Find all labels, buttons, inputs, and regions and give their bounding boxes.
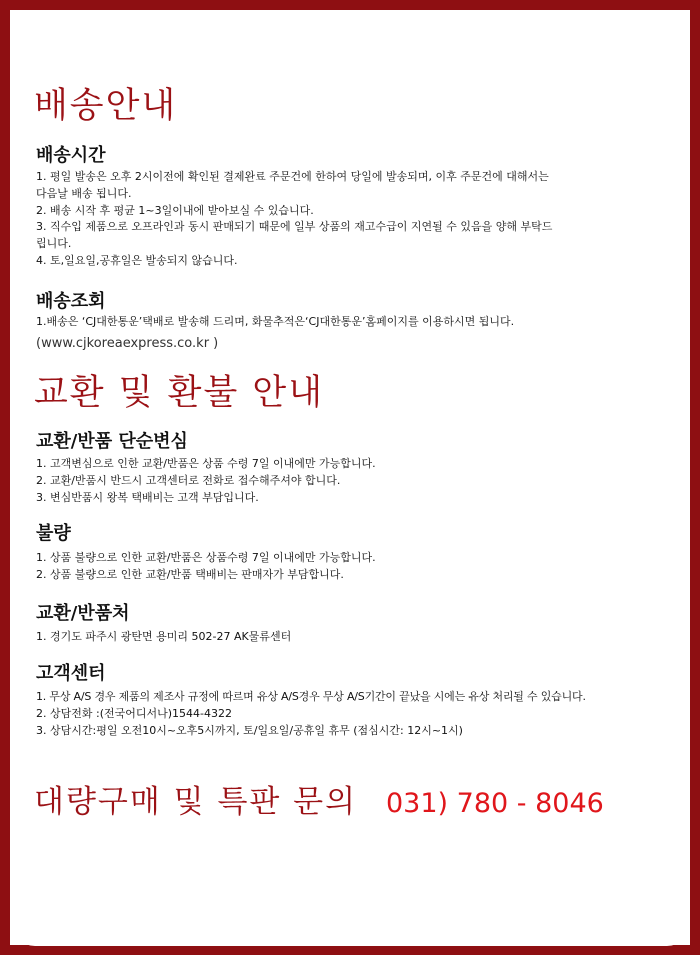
list-item: 2. 배송 시작 후 평균 1~3일이내에 받아보실 수 있습니다.	[36, 203, 314, 217]
defect-list	[36, 550, 668, 584]
bulk-inquiry-phone: 031) 780 - 8046	[386, 788, 604, 819]
return-address-list	[36, 629, 668, 646]
tracking-url: (www.cjkoreaexpress.co.kr )	[36, 336, 219, 351]
simple-change-heading: 교환/반품 단순변심	[36, 431, 188, 452]
list-item: 1. 상품 불량으로 인한 교환/반품은 상품수령 7일 이내에만 가능합니다.	[36, 551, 376, 564]
tracking-heading: 배송조회	[36, 291, 106, 312]
exchange-guide-title: 교환 및 환불 안내	[34, 373, 325, 413]
list-item: 4. 토,일요일,공휴일은 발송되지 않습니다.	[36, 253, 238, 267]
list-item: 1. 무상 A/S 경우 제품의 제조사 규정에 따르며 유상 A/S경우 무상 A/S기간이 끝났을 시에는 유상 처리될 수 있습니다.	[36, 690, 586, 703]
delivery-time-heading: 배송시간	[36, 145, 106, 166]
list-item: 1. 평일 발송은 오후 2시이전에 확인된 결제완료 주문건에 한하여 당일에 발송되며, 이후 주문건에 대해서는	[36, 170, 549, 183]
list-item: 다음날 배송 됩니다.	[36, 186, 132, 200]
list-item: 1. 경기도 파주시 광탄면 용미리 502-27 AK물류센터	[36, 630, 292, 643]
list-item: 립니다.	[36, 237, 72, 251]
list-item: 1.배송은 ‘CJ대한통운’택배로 발송해 드리며, 화물추적은‘CJ대한통운’홈페이지를 이용하시면 됩니다.	[36, 315, 515, 328]
customer-center-list	[36, 689, 668, 739]
customer-center-heading: 고객센터	[36, 663, 106, 684]
list-item: 1. 고객변심으로 인한 교환/반품은 상품 수령 7일 이내에만 가능합니다.	[36, 457, 376, 470]
list-item: 2. 교환/반품시 반드시 고객센터로 전화로 접수해주셔야 합니다.	[36, 473, 341, 487]
list-item: 3. 직수입 제품으로 오프라인과 동시 판매되기 때문에 일부 상품의 재고수급이 지연될 수 있음을 양해 부탁드	[36, 220, 553, 234]
simple-change-list	[36, 456, 668, 506]
list-item: 2. 상담전화 :(전국어디서나)1544-4322	[36, 706, 232, 720]
content-panel	[19, 17, 683, 940]
delivery-time-list	[36, 169, 668, 270]
list-item: 2. 상품 불량으로 인한 교환/반품 택배비는 판매자가 부담합니다.	[36, 567, 344, 581]
bulk-inquiry-label: 대량구매 및 특판 문의	[34, 784, 358, 820]
return-address-heading: 교환/반품처	[36, 603, 130, 624]
list-item: 3. 상담시간:평일 오전10시~오후5시까지, 토/일요일/공휴일 휴무 (점심시간: 12시~1시)	[36, 723, 463, 737]
defect-heading: 불량	[36, 523, 71, 544]
shipping-guide-title: 배송안내	[34, 86, 178, 126]
tracking-list	[36, 314, 668, 331]
list-item: 3. 변심반품시 왕복 택배비는 고객 부담입니다.	[36, 490, 259, 504]
